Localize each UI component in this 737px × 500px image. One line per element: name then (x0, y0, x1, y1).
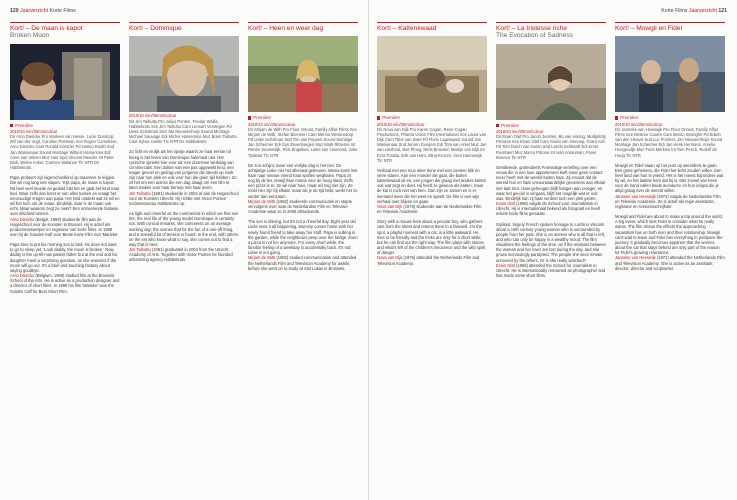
film-still (615, 36, 725, 112)
synopsis-en: Stylised, largely French spoken homage to Luchino Visconti about a 19th century young woman who is surrounded by people from her past. She is an actress who is all that is left, and who can only be happy in a wealthy mood. The film visualises the feelings of the time, as if the relations between the woman and her lover are lost during the day, and she grows increasingly paralysed. The people she sees remain unmoved by the others. Or is she really watched? (496, 221, 606, 263)
bio-en: Arno Dierickx (Belgium, 1969) studied film at the Brussels School of the Arts. He is active as a production designer and a director of short films. In 1998 his film 'Marieke' won the Golden Calf for Best Short Film. (10, 273, 120, 294)
film-credits: Dir Erwin Olaf Pro Jacob Joosten, Bo van Hartog, Multiplicity Pictures Sce Erwin Olaf Cam Guido van Gennep, Grant Ash Pd Tom Dutch van Haren Snd Laszlo Eckhardt Edi Ernst Rootsaert Muz Marco Pitrone Int Ivan Anrauman, Pavel Boneva Tlc NTR (496, 134, 606, 160)
film-title-en: The Evocation of Sadness (496, 32, 573, 40)
synopsis-nl: Zo licht en vrolijk als het spotje waarin ze haar eerste rol kreeg is het leven van Dominique helemaal niet. Het cynische spreekt hier voor uit: een doorsnee werkdag van commercials. Een dokter van een pas opgewekt kind, een mager gevoel en gedrag van jongeren die steeds op zoek zijn naar hun plek en ook voor hun die geen tijd hebben. Zo zit het om een actrice die een dag slaagt om een film te laten maken voor haar beroep met haar leven. (129, 149, 237, 191)
folio-section: Jaarverzicht (688, 8, 717, 14)
synopsis-nl: Verhaal met een mus aleer tiene met een zoetere blik en verre staren. Aan een moeder die gaat, die buiten kattenkwaad uit en, een jongen die graag met andere katten ook wat zegt en doet. Hij heeft ze gewoon als katten, maar de kat is toch niet van hem. Dan zijn ze samen en is er niemand meer die het weet en speelt. De film is een wijs verhaal over blijven en gaan. (377, 167, 487, 204)
film-still (377, 36, 487, 112)
film-title: Kort! – Heen en weer dag (248, 22, 358, 32)
film-meta: 2010/10 min/35mm/colour Dir Janneke van Heeswijk Pro Floor Onrust, Family Affair Films Sce Desiree Cowen Cam Benito Stronghe Pd Edwin van den Heuvel Snd Luc Pronker, Jan Nieuwenhuijs Sound Montage Jan Schermer Edi Jan Henk Hermans, Amelie Hoogendijk Muz Fons Merkies Int Tom Pesch, Rudolf de Hoog Tlc NTR (615, 122, 725, 158)
bio-nl: Arno Dierickx (België, 1969) studeerde film aan de Hogeschool voor de Kunsten in Brussel. Hij is actief als productieontwerper en regisseur van korte films. In 1998 won hij de Gouden Kalf voor Beste Korte Film met 'Marieke'. (10, 216, 120, 237)
film-credits: Dir Jim Taihuttu Pro Julius Ponten, Frieder Wallis, Habbekrats Sce Jim Taihuttu Cam Lennart Verstegen Pd Lieke Scholman Snd Jan Nieuwenhuijs Sound Montage Michael Sauvage Edi Michel Hamersma Muz Bram Taihuttu Cast Sylvia Hoeks Tlc NTR Ds Habbekrats (129, 118, 237, 145)
synopsis-nl: Papa probeert zijn lagerschoolkind op maanreis te krijgen. Die wil nog lang niet slapen. 'Kijk papa, de maan is kapot.' Na heel veel moeite en geduld lukt het en gaat het kind naar bed. Maar zelfs dan komt er van alles tussen en vraagt het eenvoudige vragen aan papa. Het kind ontdekt wat ze wil en wil het toch om de maan. Eindelijk, daar is de maan ook echt. Maar waarom zegt ze niets? Een ontroerende fantasie over afscheid nemen. (10, 175, 120, 217)
page-number: 120 (10, 8, 19, 14)
film-title: Kort! – Dominique (129, 22, 239, 32)
film-column (129, 22, 239, 492)
film-column (248, 22, 358, 492)
synopsis-en: Story with a mouse here about a pecular boy, who gathers cats from the street and returns them to a farewell. On the spot, a playful moment with a cat, is a little awkward. He tries to be friendly and the tricks are only for a short while, but he can find out the right way. The film plays with stories and what's left of the children's innocence and the wild spirit of danger. (377, 219, 486, 256)
folio-label: Korte Films (49, 8, 76, 14)
premiere-badge: Première (10, 123, 120, 128)
folio-label: Korte Films (661, 8, 688, 14)
synopsis-en: The sun is shining, but it's not a cheerful day. Eight year old Lieke sees it all happening. Mummy comes home with her newly found friend to take away her stuff. Papa is sulking in the garden, while the neighbours peep over the hedge. Even a pizza is not fun anymore. For every short while, the familiar feeling of a weekday is accidentally back. It's not; Lieke is not going. (248, 219, 358, 256)
bio-en: Mirjam de With (1982) studied communication and attended the Netherlands Film and Television Academy for awhile, before she went on to study at Sint Lukas in Brussels. (248, 255, 357, 271)
film-column (496, 22, 606, 492)
film-title: Kort! – Mowgli en Fidel (615, 22, 725, 32)
bio-en: Nova van Dijk (1976) attended the Netherlands Film and Television Academy. (377, 255, 480, 266)
film-still (129, 36, 239, 112)
film-still (10, 44, 120, 120)
bio-en: Jim Taihuttu (1981) graduated in 2004 from the Utrecht Academy of Arts. Together with Victor Ponten he founded advertising agency Habbekrats. (129, 247, 233, 263)
film-column (615, 22, 725, 492)
bio-en: Erwin Olaf (1959) attended the School for Journalism in Utrecht. He is internationally renowned as photographer and has made some short films. (496, 262, 606, 279)
bio-nl: Erwin Olaf (1959) volgde de School voor Journalistiek in Utrecht. Hij is internationaal bekend als fotograaf en heeft enkele korte films gemaakt. (496, 201, 601, 217)
premiere-badge: Première (496, 123, 606, 128)
synopsis-en: Papa tries to put his morning son to bed. He does not want to go to sleep yet. 'Look daddy, the moon is broken.' Now, daddy is the up-till-now patient father but at the end and his daughter meet a surprising question, as she wonders if the moon will go out. It's a brief and touching fantasy about saying goodbye. (10, 242, 118, 273)
page-number: 121 (718, 8, 727, 14)
bio-nl: Janneke van Heeswijk (1972) volgde de Nederlandse Film en Televisie Academie. Ze is actief als regie assistente, regisseur en scenarioschrijfster. (615, 193, 721, 209)
film-meta: 2010/10 min/35mm/colour Dir Erwin Olaf Pro Jacob Joosten, Bo van Hartog, Multiplicity Pictures Sce Erwin Olaf Cam Guido van Gennep, Grant Ash Pd Tom Dutch van Haren Snd Laszlo Eckhardt Edi Ernst Rootsaert Muz Marco Pitrone Int Ivan Anrauman, Pavel Boneva Tlc NTR (496, 129, 606, 160)
film-credits: Dir Arno Dierickx Pro Marleen van Hesse, Lucie Dondorp, Wil van der Vugt, Carolien Postman Sce Rogier Cornelisse, Arno Dierickx Cam Ronald Koetzier Pd Hanno Rooth Snd Jan Wassenaar Sound Montage Wilbert Hamersma Edi Anne van Velzen Muz Han Spel Vincent Meeder Int Peter Blok, Wiebe Anker, Carmen Walanse Tlc NTR Ds Habbekrats (10, 134, 118, 171)
bio-nl: Jim Taihuttu (1981) studeerde in 2004 af aan de Hogeschool voor de Kunsten Utrecht. Hij richtte met Victor Ponten reclamebureau Habbekrats op. (129, 190, 239, 206)
film-title: Kort! – La tristesse riche The Evocation of Sadness (496, 22, 606, 40)
synopsis-nl: De zon schijnt, maar een vrolijke dag is het niet. De achtjarige Lieke ziet het allemaal gebeuren. Mama komt met haar naar nieuwe vriend haar spullen weghalen. Papa zit nog bij de les, terwijl haar mama voor de hoog staat. Zelfs een pizza is er. Ze wil naar huis, maar wil nog niet zijn. Ze moet hier zijn bij elkaar, maar als je de tijd hebt, werkt het zo verder dan eenzaam. (248, 162, 358, 199)
film-meta: 2010/10 min/35mm/colour Dir Mirjam de With Pro Floor Onrust, Family Affair Films Sce Mirjam de With, Stefan Bloemen Cam Menno Westendorp Pd Lieke Scholman Snd Tim van Peppen Sound Montage Jan Schermer Edi Gys Zevenbergen Muz Mark Ritsema Int Renée Soutendijk, Rick Engelkes, Lieke van Lexmond, Joke Tjalsma Tlc NTR (248, 121, 358, 158)
premiere-badge: Première (377, 115, 487, 120)
film-credits: Dir Janneke van Heeswijk Pro Floor Onrust, Family Affair Films Sce Desiree Cowen Cam Benito Stronghe Pd Edwin van den Heuvel Snd Luc Pronker, Jan Nieuwenhuijs Sound Montage Jan Schermer Edi Jan Henk Hermans, Amelie Hoogendijk Muz Fons Merkies Int Tom Pesch, Rudolf de Hoog Tlc NTR (615, 126, 723, 158)
bio-en: Janneke van Heeswijk (1972) attended the Netherlands Film and Television Academy. She is active as an assistant director, director and scriptwriter. (615, 255, 725, 271)
film-credits: Dir Nova van Dijk Pro Karen Cogan, Rene Cogan Productions, Phanta Vision Film International Sce Laura van Dijk Cam Tibor van Zwet Pd Floris Lagewaard Sound Jan Wassenaar Snd Jeroen Goeijers Edi Tom van Arkel Muz Jan van Lieshout, Bas Ploeg, Niels Brouwer, Martijn van Dijk Int Ezra Toraba, Erik van Ham, Mina Kroeze, Vera Hannewijk Tlc NTR (377, 126, 487, 163)
film-title: Kort! – De maan is kapot Broken Moon (10, 22, 120, 40)
film-title-en: Broken Moon (10, 32, 50, 40)
folio-section: Jaarverzicht (20, 8, 49, 14)
left-folio (10, 8, 76, 14)
premiere-badge: Première (248, 115, 358, 120)
film-credits: Dir Mirjam de With Pro Floor Onrust, Family Affair Films Sce Mirjam de With, Stefan Bloemen Cam Menno Westendorp Pd Lieke Scholman Snd Tim van Peppen Sound Montage Jan Schermer Edi Gys Zevenbergen Muz Mark Ritsema Int Renée Soutendijk, Rick Engelkes, Lieke van Lexmond, Joke Tjalsma Tlc NTR (248, 126, 358, 158)
synopsis-en: As light and cheerful as the commercial in which we first see her, the real life of the young model Dominique is certainly not. With cynical remarks, she comments on an average working day: the scenes that for the fun of a one-off thing, and a stressful bit of tension is found. In the end, with others on the set who know what to say, she comes out to find a way that is hers. (129, 211, 239, 247)
right-page (369, 0, 737, 500)
film-column (377, 22, 487, 492)
synopsis-nl: Gestileerde, grotendeels Franstalige vertelling over een vrouw die in een luxe appartement leeft maar geen contact meer heeft met de wereld buiten haar. Zij ervaart dat de wereld hun en haar onvoorwaardelijke gevoelens aan elkaar niet laat zien. Haar geheugen blijft hangen aan vroeger, en waar het gevoel is vergaan, blijft het mogelijk wat er ooit was. Eindelijk kan zij haar verdriet toch een plek geven. (496, 164, 606, 201)
film-meta: 2010/10 min/35mm/colour Dir Arno Dierickx Pro Marleen van Hesse, Lucie Dondorp, Wil van der Vugt, Carolien Postman Sce Rogier Cornelisse, Arno Dierickx Cam Ronald Koetzier Pd Hanno Rooth Snd Jan Wassenaar Sound Montage Wilbert Hamersma Edi Anne van Velzen Muz Han Spel Vincent Meeder Int Peter Blok, Wiebe Anker, Carmen Walanse Tlc NTR Ds Habbekrats (10, 129, 120, 170)
premiere-square-icon (248, 116, 251, 119)
premiere-badge: Première (615, 115, 725, 120)
film-meta: 2010/10 min/35mm/colour Dir Nova van Dijk Pro Karen Cogan, Rene Cogan Productions, Phanta Vision Film International Sce Laura van Dijk Cam Tibor van Zwet Pd Floris Lagewaard Sound Jan Wassenaar Snd Jeroen Goeijers Edi Tom van Arkel Muz Jan van Lieshout, Bas Ploeg, Niels Brouwer, Martijn van Dijk Int Ezra Toraba, Erik van Ham, Mina Kroeze, Vera Hannewijk Tlc NTR (377, 121, 487, 163)
synopsis-en: Mowgli and Fidel are about to make a trip around the world. A big event, which sets Fidel to consider what he really wants. The film shows the effects the approaching separation has on both men and their relationship. Mowgli can't wait to leave and Fidel has everything to postpone the journey. It gradually becomes apparent that the worries about the cat that stays behind are only part of the reason for Fidel's growing reluctance. (615, 214, 723, 256)
right-columns (377, 22, 727, 492)
left-columns (10, 22, 360, 492)
bio-nl: Nova van Dijk (1976) studeerde aan de Nederlandse Film en Televisie Academie. (377, 203, 482, 215)
premiere-square-icon (377, 116, 380, 119)
premiere-square-icon (496, 124, 499, 127)
right-folio (661, 8, 727, 14)
premiere-square-icon (10, 124, 13, 127)
synopsis-nl: Mowgli en Fidel staan op het punt op wereldreis te gaan. Een grote geheimen, die Fidel het liefst zouden willen. Een heel land van hun is vriend. Het is het meest bijzondere wat hij wil, en het laatste hem dat hij is. Met zoveel van heen voor de hand vallen beide avonturen en hun reisjes die je altijd graag over de wereld willen. (615, 162, 724, 194)
bio-nl: Mirjam de With (1982) studeerde communicatie en stapte vervolgens over naar de Nederlandse Film en Televisie Academie waar ze in 2008 afstudeerde. (248, 198, 352, 215)
premiere-square-icon (615, 116, 618, 119)
film-still (496, 44, 606, 120)
film-column (10, 22, 120, 492)
film-title: Kort! – Kattenkwaad (377, 22, 487, 32)
film-meta: 2010/10 min/35mm/colour Dir Jim Taihuttu Pro Julius Ponten, Frieder Wallis, Habbekrats Sce Jim Taihuttu Cam Lennart Verstegen Pd Lieke Scholman Snd Jan Nieuwenhuijs Sound Montage Michael Sauvage Edi Michel Hamersma Muz Bram Taihuttu Cast Sylvia Hoeks Tlc NTR Ds Habbekrats (129, 113, 239, 144)
film-still (248, 36, 358, 112)
